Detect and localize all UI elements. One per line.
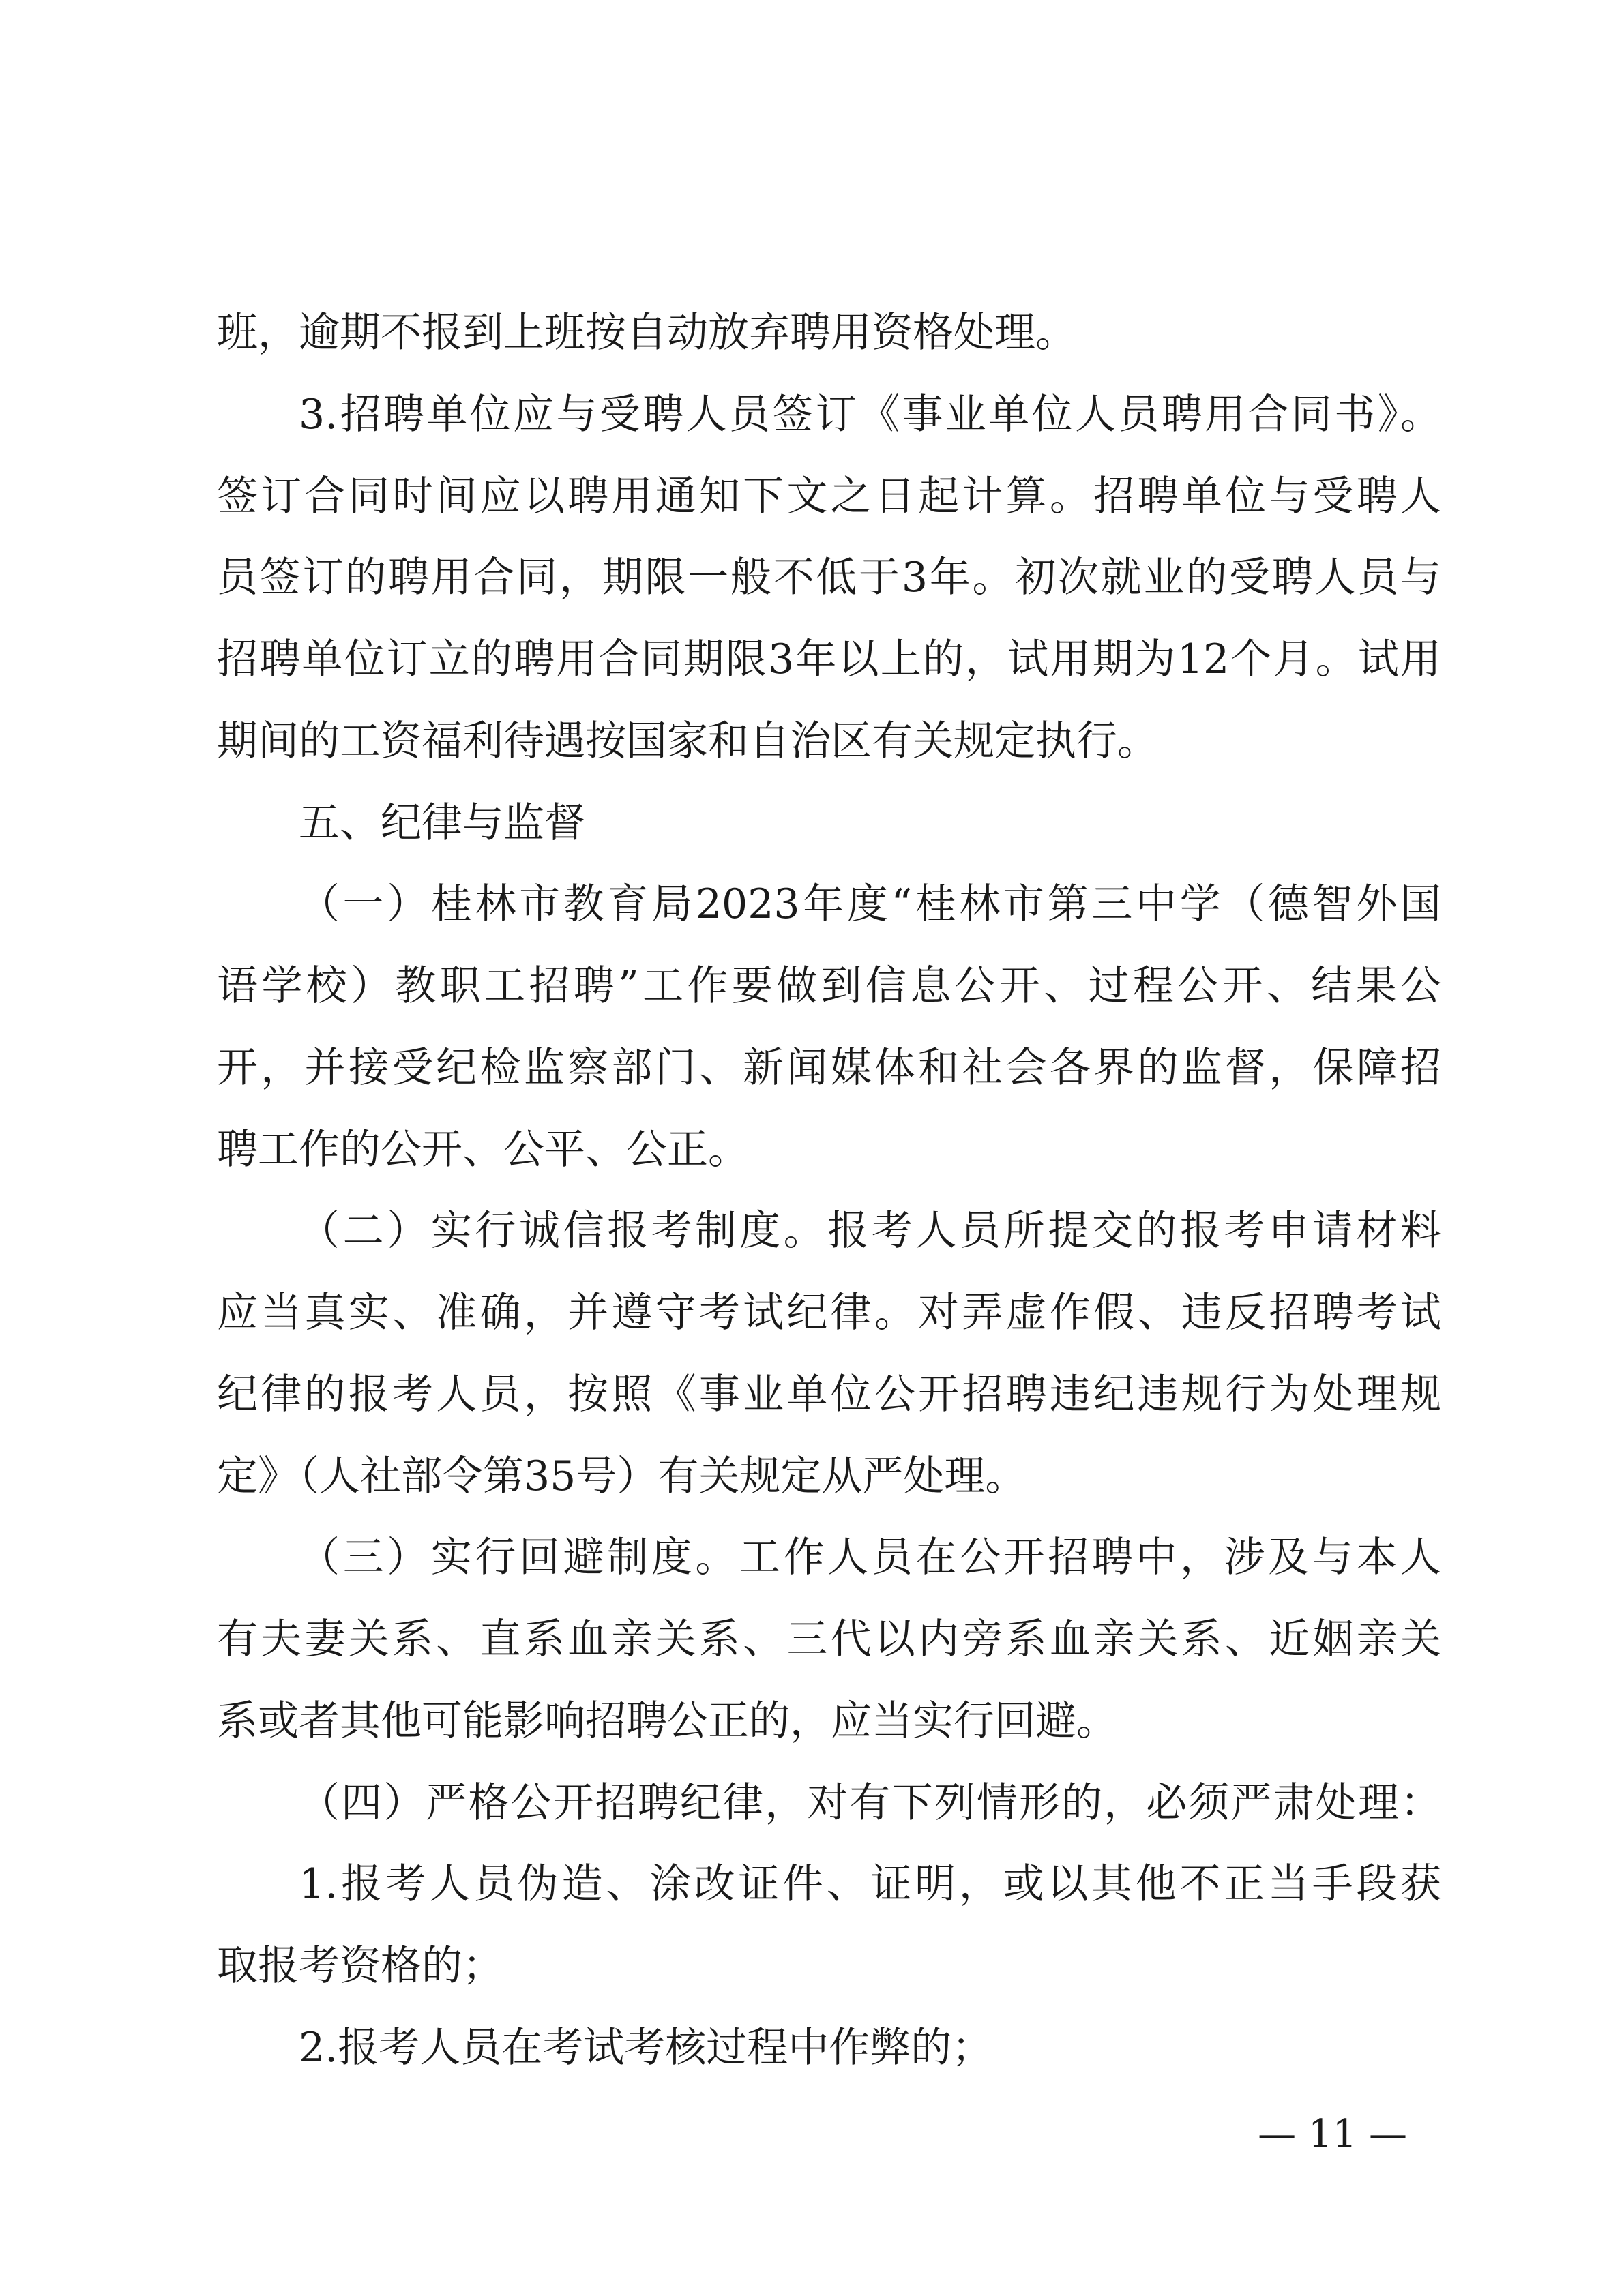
paragraph-line: （四）严格公开招聘纪律，对有下列情形的，必须严肃处理： bbox=[299, 1779, 1441, 1827]
paragraph-line: 有夫妻关系、直系血亲关系、三代以内旁系血亲关系、近姻亲关 bbox=[217, 1615, 1441, 1663]
paragraph-line: （三）实行回避制度。工作人员在公开招聘中，涉及与本人 bbox=[299, 1534, 1441, 1581]
paragraph-line: 员签订的聘用合同，期限一般不低于3年。初次就业的受聘人员与 bbox=[217, 554, 1441, 601]
paragraph-line: 3.招聘单位应与受聘人员签订《事业单位人员聘用合同书》。 bbox=[299, 391, 1441, 438]
paragraph-line: 2.报考人员在考试考核过程中作弊的； bbox=[299, 2024, 993, 2072]
paragraph-line: 语学校）教职工招聘”工作要做到信息公开、过程公开、结果公 bbox=[217, 962, 1441, 1010]
paragraph-line: 纪律的报考人员，按照《事业单位公开招聘违纪违规行为处理规 bbox=[217, 1371, 1441, 1418]
paragraph-line: 应当真实、准确，并遵守考试纪律。对弄虚作假、违反招聘考试 bbox=[217, 1289, 1441, 1337]
paragraph-line: （一）桂林市教育局2023年度“桂林市第三中学（德智外国 bbox=[299, 880, 1441, 928]
paragraph-line: 1.报考人员伪造、涂改证件、证明，或以其他不正当手段获 bbox=[299, 1860, 1441, 1908]
paragraph-line: （二）实行诚信报考制度。报考人员所提交的报考申请材料 bbox=[299, 1207, 1441, 1255]
paragraph-line: 招聘单位订立的聘用合同期限3年以上的，试用期为12个月。试用 bbox=[217, 636, 1441, 683]
section-heading: 五、纪律与监督 bbox=[299, 799, 585, 847]
paragraph-line: 班，逾期不报到上班按自动放弃聘用资格处理。 bbox=[217, 309, 1076, 357]
paragraph-line: 签订合同时间应以聘用通知下文之日起计算。招聘单位与受聘人 bbox=[217, 473, 1441, 520]
paragraph-line: 开，并接受纪检监察部门、新闻媒体和社会各界的监督，保障招 bbox=[217, 1044, 1441, 1092]
paragraph-line: 聘工作的公开、公平、公正。 bbox=[217, 1126, 749, 1174]
paragraph-line: 取报考资格的； bbox=[217, 1942, 503, 1990]
paragraph-line: 定》（人社部令第35号）有关规定从严处理。 bbox=[217, 1452, 1027, 1500]
paragraph-line: 期间的工资福利待遇按国家和自治区有关规定执行。 bbox=[217, 717, 1158, 765]
page-number: — 11 — bbox=[1258, 2112, 1407, 2156]
paragraph-line: 系或者其他可能影响招聘公正的，应当实行回避。 bbox=[217, 1697, 1117, 1745]
